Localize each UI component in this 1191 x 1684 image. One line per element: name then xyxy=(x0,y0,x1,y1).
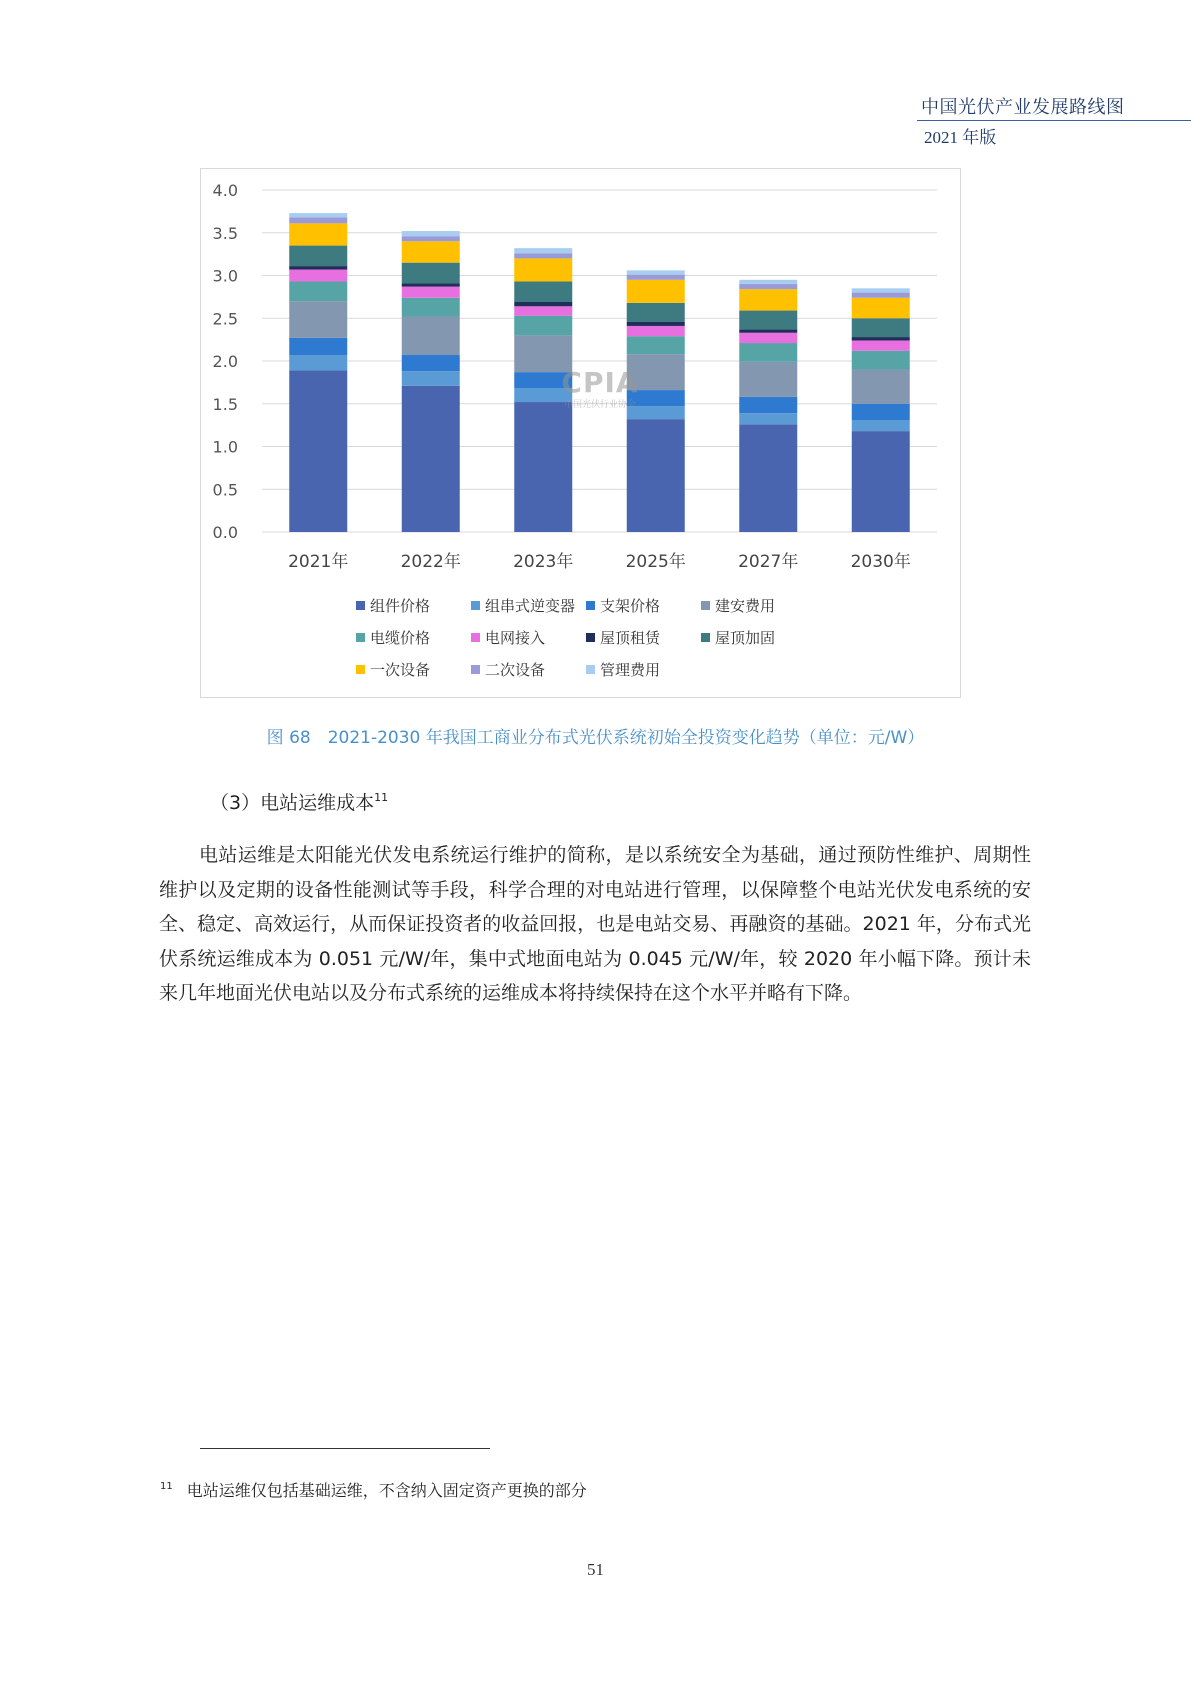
bar-segment xyxy=(402,298,460,317)
bar-segment xyxy=(289,301,347,338)
bar-segment xyxy=(289,246,347,267)
legend-label: 建安费用 xyxy=(715,597,776,615)
legend-item xyxy=(356,627,471,648)
bar-segment xyxy=(514,253,572,258)
bar-segment xyxy=(852,431,910,532)
bar-segment xyxy=(627,406,685,419)
body-paragraph: 电站运维是太阳能光伏发电系统运行维护的简称，是以系统安全为基础，通过预防性维护、周期性维护以及定期的设备性能测试等手段，科学合理的对电站进行管理，以保障整个电站光伏发电系统的安全、稳定、高效运行，从而保证投资者的收益回报，也是电站交易、再融资的基础。2021 年，分布式光伏系统运维成本为 0.051 元/W/年，集中式地面电站为 0.045 元/W/年，较 2020 年小幅下降。预计未来几年地面光伏电站以及分布式系统的运维成本将持续保持在这个水平并略有下降。 xyxy=(159,844,1031,1005)
legend-item xyxy=(471,659,586,680)
bar-segment xyxy=(402,371,460,386)
legend-item xyxy=(701,627,816,648)
bar-segment xyxy=(514,316,572,336)
legend-item xyxy=(471,627,586,648)
bar-segment xyxy=(739,311,797,330)
bar-segment xyxy=(289,223,347,245)
bar-segment xyxy=(852,318,910,337)
y-tick-label: 3.0 xyxy=(212,266,238,286)
page-header-title: 中国光伏产业发展路线图 xyxy=(921,97,1125,118)
bar-segment xyxy=(514,306,572,315)
bar-segment xyxy=(852,340,910,350)
bar-segment xyxy=(739,284,797,289)
x-tick-label: 2022年 xyxy=(400,552,461,572)
legend-swatch xyxy=(701,601,710,610)
bar-segment xyxy=(627,280,685,303)
legend-swatch xyxy=(586,633,595,642)
legend-swatch xyxy=(701,633,710,642)
bar-segment xyxy=(739,289,797,310)
bar-segment xyxy=(514,281,572,302)
bar-segment xyxy=(289,266,347,269)
legend-label: 二次设备 xyxy=(485,661,546,679)
legend-label: 屋顶加固 xyxy=(715,629,776,647)
bar-segment xyxy=(402,236,460,241)
page-number: 51 xyxy=(587,1560,604,1579)
bar-segment xyxy=(514,258,572,281)
legend-label: 一次设备 xyxy=(370,661,431,679)
legend-item xyxy=(586,595,701,616)
footnote-reference: 11 xyxy=(374,791,389,804)
legend-item xyxy=(586,659,701,680)
legend-item xyxy=(356,659,471,680)
y-tick-label: 1.5 xyxy=(212,394,238,414)
bar-segment xyxy=(402,263,460,284)
bar-segment xyxy=(402,241,460,262)
footnote-mark: 11 xyxy=(160,1481,173,1492)
bar-segment xyxy=(852,370,910,404)
x-tick-label: 2021年 xyxy=(288,552,349,572)
bar-segment xyxy=(289,281,347,301)
bar-segment xyxy=(627,390,685,406)
bar-segment xyxy=(739,424,797,532)
y-tick-label: 3.5 xyxy=(212,223,238,243)
figure-caption: 图 68 2021-2030 年我国工商业分布式光伏系统初始全投资变化趋势（单位：元/W） xyxy=(266,728,925,748)
x-tick-label: 2023年 xyxy=(513,552,574,572)
bar-segment xyxy=(739,362,797,397)
footnote xyxy=(160,1478,587,1501)
bar-segment xyxy=(514,302,572,306)
bar-segment xyxy=(402,231,460,236)
bar-segment xyxy=(402,287,460,298)
bar-segment xyxy=(739,329,797,332)
legend-swatch xyxy=(471,665,480,674)
legend-swatch xyxy=(356,665,365,674)
bar-segment xyxy=(289,355,347,370)
chart-legend xyxy=(356,595,826,680)
bar-segment xyxy=(402,317,460,355)
bar-segment xyxy=(289,217,347,223)
bar-segment xyxy=(627,322,685,326)
legend-swatch xyxy=(471,633,480,642)
bar-segment xyxy=(514,372,572,388)
bar-segment xyxy=(739,333,797,343)
legend-label: 电网接入 xyxy=(485,629,546,647)
page-header-edition: 2021 年版 xyxy=(924,128,997,147)
legend-swatch xyxy=(586,601,595,610)
legend-swatch xyxy=(356,601,365,610)
bar-segment xyxy=(402,355,460,371)
bar-segment xyxy=(739,397,797,413)
bar-segment xyxy=(627,354,685,390)
y-tick-label: 2.0 xyxy=(212,352,238,371)
bar-segment xyxy=(514,335,572,372)
legend-label: 组串式逆变器 xyxy=(485,597,576,615)
bar-segment xyxy=(289,213,347,217)
legend-swatch xyxy=(356,633,365,642)
x-tick-label: 2030年 xyxy=(850,552,911,572)
y-tick-label: 4.0 xyxy=(212,181,238,200)
bar-segment xyxy=(852,337,910,340)
x-tick-label: 2027年 xyxy=(738,552,799,572)
bar-segment xyxy=(627,419,685,532)
bar-segment xyxy=(852,298,910,319)
legend-item xyxy=(701,595,816,616)
section-heading-text: （3）电站运维成本 xyxy=(210,792,375,814)
y-tick-label: 0.5 xyxy=(212,480,238,500)
legend-item xyxy=(471,595,586,616)
y-tick-label: 2.5 xyxy=(212,309,238,329)
bar-segment xyxy=(739,413,797,424)
bar-segment xyxy=(852,293,910,298)
watermark-main: CPIA xyxy=(561,366,639,399)
bar-segment xyxy=(289,370,347,532)
bar-segment xyxy=(739,343,797,362)
y-tick-label: 0.0 xyxy=(212,523,238,542)
x-tick-label: 2025年 xyxy=(625,552,686,572)
legend-swatch xyxy=(586,665,595,674)
legend-label: 管理费用 xyxy=(600,661,661,679)
footnote-text: 电站运维仅包括基础运维，不含纳入固定资产更换的部分 xyxy=(186,1481,587,1500)
legend-label: 电缆价格 xyxy=(370,629,431,647)
y-tick-label: 1.0 xyxy=(212,437,238,457)
bar-segment xyxy=(739,280,797,284)
bar-segment xyxy=(402,283,460,286)
bar-segment xyxy=(852,288,910,292)
bar-segment xyxy=(289,270,347,282)
legend-label: 支架价格 xyxy=(600,597,661,615)
section-heading xyxy=(210,788,388,815)
watermark-sub: 中国光伏行业协会 xyxy=(563,400,636,410)
bar-segment xyxy=(627,275,685,280)
bar-segment xyxy=(402,386,460,532)
legend-item xyxy=(356,595,471,616)
bar-segment xyxy=(852,420,910,431)
bar-segment xyxy=(627,336,685,354)
bar-segment xyxy=(514,248,572,253)
bar-segment xyxy=(514,402,572,532)
bar-segment xyxy=(852,351,910,370)
legend-label: 屋顶租赁 xyxy=(600,629,661,647)
bar-segment xyxy=(627,270,685,274)
legend-label: 组件价格 xyxy=(370,597,431,615)
bar-segment xyxy=(627,326,685,336)
footnote-rule xyxy=(200,1448,490,1449)
bar-segment xyxy=(627,303,685,322)
legend-item xyxy=(586,627,701,648)
bar-segment xyxy=(289,338,347,355)
bar-segment xyxy=(514,388,572,402)
legend-swatch xyxy=(471,601,480,610)
bar-segment xyxy=(852,404,910,420)
